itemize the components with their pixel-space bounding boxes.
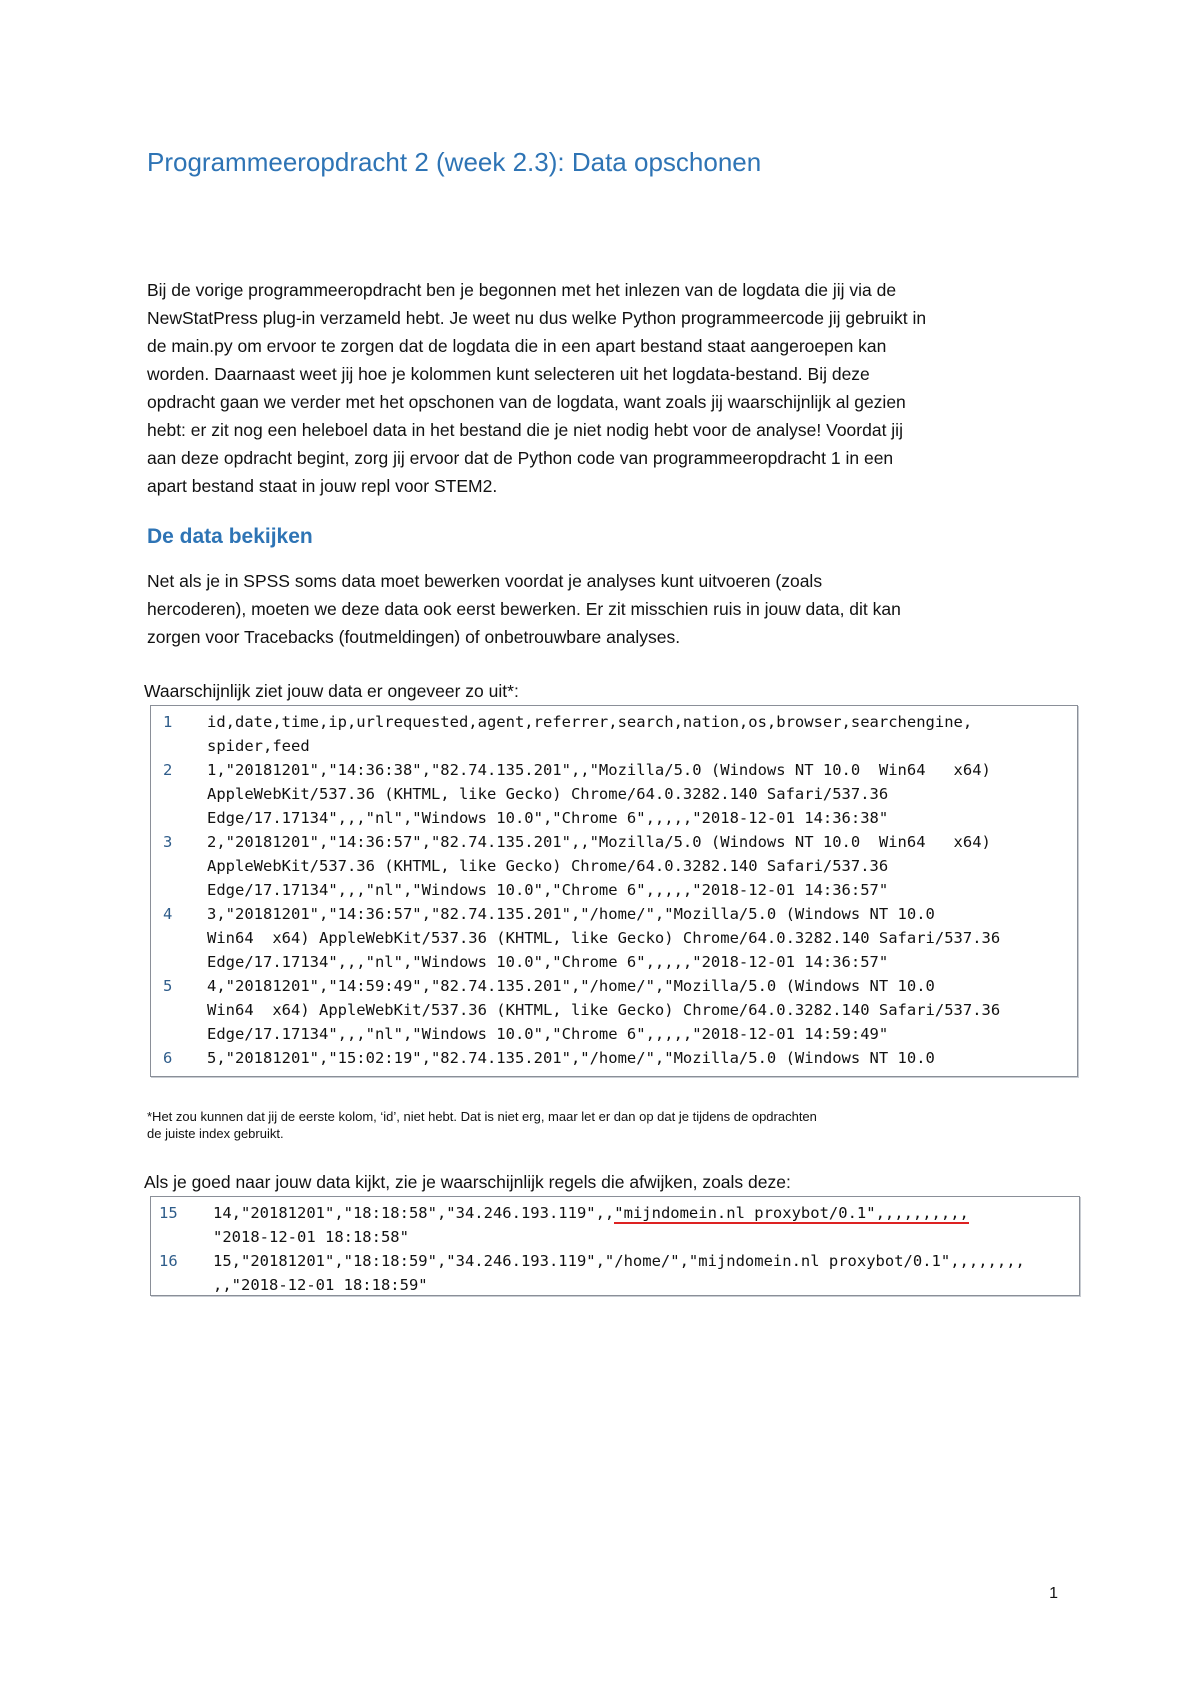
highlighted-agent: "mijndomein.nl proxybot/0.1",,,,,,,,,,	[614, 1204, 969, 1222]
intro-line: opdracht gaan we verder met het opschonen van de logdata, want zoals jij waarschijnlijk al gezien	[147, 392, 906, 412]
section-line: zorgen voor Tracebacks (foutmeldingen) of onbetrouwbare analyses.	[147, 627, 681, 647]
intro-line: worden. Daarnaast weet jij hoe je kolommen kunt selecteren uit het logdata-bestand. Bij deze	[147, 364, 870, 384]
code2-label: Als je goed naar jouw data kijkt, zie je waarschijnlijk regels die afwijken, zoals deze:	[144, 1172, 791, 1192]
code-line-4: 4 3,"20181201","14:36:57","82.74.135.201","/home/","Mozilla/5.0 (Windows NT 10.0 Win64 x64) AppleWebKit/537.36 (KHTML, like Gecko) Chrome/64.0.3282.140 Safari/537.36 Edge/17.17134",,,"nl","Windows 10.0","Chrome 6",,,,,"2018-12-01 14:36:57"	[151, 902, 1077, 974]
page-number: 1	[1049, 1585, 1058, 1602]
code-snippet-2	[150, 1196, 1080, 1296]
line-number: 3	[163, 833, 173, 851]
line-number: 2	[163, 761, 173, 779]
line-number: 1	[163, 713, 173, 731]
line-number: 15	[159, 1204, 178, 1222]
code-text: "2018-12-01 18:18:58"	[213, 1228, 409, 1246]
code-text: ,,"2018-12-01 18:18:59"	[213, 1276, 428, 1294]
intro-line: de main.py om ervoor te zorgen dat de logdata die in een apart bestand staat aangeroepen kan	[147, 336, 887, 356]
code-line-3: 3 2,"20181201","14:36:57","82.74.135.201",,"Mozilla/5.0 (Windows NT 10.0 Win64 x64) AppleWebKit/537.36 (KHTML, like Gecko) Chrome/64.0.3282.140 Safari/537.36 Edge/17.17134",,,"nl","Windows 10.0","Chrome 6",,,,,"2018-12-01 14:36:57"	[151, 830, 1077, 902]
intro-line: hebt: er zit nog een heleboel data in het bestand die je niet nodig hebt voor de analyse! Voordat jij	[147, 420, 903, 440]
code-line-16	[151, 1249, 1079, 1296]
intro-line: aan deze opdracht begint, zorg jij ervoor dat de Python code van programmeeropdracht 1 in een	[147, 448, 894, 468]
section-line: Net als je in SPSS soms data moet bewerken voordat je analyses kunt uitvoeren (zoals	[147, 571, 823, 591]
line-number: 16	[159, 1252, 178, 1270]
code-snippet-1	[150, 705, 1078, 1077]
code-line-1: 1 id,date,time,ip,urlrequested,agent,referrer,search,nation,os,browser,searchengine, spider,feed	[151, 710, 1077, 758]
code-text: 15,"20181201","18:18:59","34.246.193.119","/home/","mijndomein.nl proxybot/0.1",,,,,,,,	[213, 1252, 1025, 1270]
code-line-15	[151, 1201, 1079, 1249]
code-line-5: 5 4,"20181201","14:59:49","82.74.135.201","/home/","Mozilla/5.0 (Windows NT 10.0 Win64 x64) AppleWebKit/537.36 (KHTML, like Gecko) Chrome/64.0.3282.140 Safari/537.36 Edge/17.17134",,,"nl","Windows 10.0","Chrome 6",,,,,"2018-12-01 14:59:49"	[151, 974, 1077, 1046]
code-line-2: 2 1,"20181201","14:36:38","82.74.135.201",,"Mozilla/5.0 (Windows NT 10.0 Win64 x64) AppleWebKit/537.36 (KHTML, like Gecko) Chrome/64.0.3282.140 Safari/537.36 Edge/17.17134",,,"nl","Windows 10.0","Chrome 6",,,,,"2018-12-01 14:36:38"	[151, 758, 1077, 830]
page-title: Programmeeropdracht 2 (week 2.3): Data opschonen	[147, 147, 762, 177]
intro-line: Bij de vorige programmeeropdracht ben je begonnen met het inlezen van de logdata die jij via de	[147, 280, 897, 300]
code1-label: Waarschijnlijk ziet jouw data er ongeveer zo uit*:	[144, 681, 519, 701]
footnote-line: de juiste index gebruikt.	[147, 1126, 284, 1141]
line-number: 4	[163, 905, 173, 923]
section-line: hercoderen), moeten we deze data ook eerst bewerken. Er zit misschien ruis in jouw data, dit kan	[147, 599, 901, 619]
intro-line: NewStatPress plug-in verzameld hebt. Je weet nu dus welke Python programmeercode jij gebruikt in	[147, 308, 927, 328]
line-number: 5	[163, 977, 173, 995]
intro-line: apart bestand staat in jouw repl voor STEM2.	[147, 476, 498, 496]
section-paragraph	[147, 567, 1047, 651]
section-heading: De data bekijken	[147, 525, 313, 548]
code-line-6: 6 5,"20181201","15:02:19","82.74.135.201","/home/","Mozilla/5.0 (Windows NT 10.0	[151, 1046, 1077, 1070]
footnote	[147, 1108, 1027, 1142]
code-text: 14,"20181201","18:18:58","34.246.193.119",,	[213, 1204, 615, 1222]
intro-paragraph	[147, 276, 1047, 500]
line-number: 6	[163, 1049, 173, 1067]
footnote-line: *Het zou kunnen dat jij de eerste kolom, ‘id’, niet hebt. Dat is niet erg, maar let er dan op dat je tijdens de opdrachten	[147, 1109, 817, 1124]
